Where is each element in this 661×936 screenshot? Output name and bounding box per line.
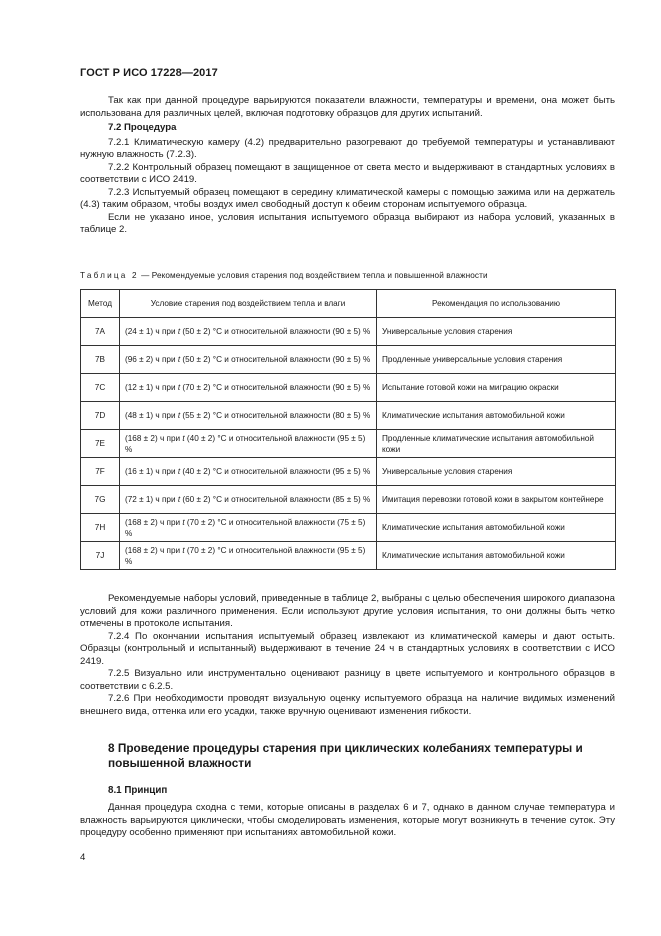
condition-duration: (168 ± 2) ч при xyxy=(125,517,183,527)
section-8-heading: 8 Проведение процедуры старения при циклических колебаниях температуры и повышенной влажности xyxy=(108,741,583,770)
condition-details: (40 ± 2) °C и относительной влажности (95 ± 5) % xyxy=(125,433,366,454)
condition-details: (60 ± 2) °C и относительной влажности (85 ± 5) % xyxy=(180,495,371,504)
condition-duration: (72 ± 1) ч при xyxy=(125,495,178,504)
header-condition: Условие старения под воздействием тепла и влаги xyxy=(120,290,377,318)
usage-recommendation: Климатические испытания автомобильной кожи xyxy=(377,402,616,430)
table-row xyxy=(81,458,616,486)
section-8-1-heading: 8.1 Принцип xyxy=(108,785,168,796)
aging-condition xyxy=(120,542,377,570)
condition-details: (70 ± 2) °C и относительной влажности (75 ± 5) % xyxy=(125,517,366,538)
temperature-variable: t xyxy=(177,411,181,420)
table-row xyxy=(81,374,616,402)
usage-recommendation: Продленные универсальные условия старения xyxy=(377,346,616,374)
paragraph-recommended-sets: Рекомендуемые наборы условий, приведенные в таблице 2, выбраны с целью обеспечения широкого диапазона условий для кожи различного применения. Если используют другие условия испытания, то они должны быть четко отмечены в протоколе испытания. xyxy=(80,593,615,629)
method-code: 7C xyxy=(81,374,120,402)
paragraph-table-reference: Если не указано иное, условия испытания испытуемого образца выбирают из набора условий, указанных в таблице 2. xyxy=(80,211,615,235)
condition-duration: (24 ± 1) ч при xyxy=(125,327,178,336)
table-header-row xyxy=(81,290,616,318)
aging-condition xyxy=(120,318,377,346)
paragraph-7-2-6: 7.2.6 При необходимости проводят визуальную оценку испытуемого образца на наличие видимых изменений внешнего вида, оттенка или его усадки, также вручную оценивают изменения гибкости. xyxy=(80,693,615,717)
aging-conditions-table xyxy=(80,289,616,570)
condition-details: (50 ± 2) °C и относительной влажности (90 ± 5) % xyxy=(180,355,371,364)
document-header: ГОСТ Р ИСО 17228—2017 xyxy=(80,67,218,79)
usage-recommendation: Имитация перевозки готовой кожи в закрытом контейнере xyxy=(377,486,616,514)
usage-recommendation: Универсальные условия старения xyxy=(377,318,616,346)
method-code: 7J xyxy=(81,542,120,570)
method-code: 7D xyxy=(81,402,120,430)
method-code: 7B xyxy=(81,346,120,374)
intro-paragraph: Так как при данной процедуре варьируются показатели влажности, температуры и времени, она может быть использована для различных целей, включая подготовку образцов для других испытаний. xyxy=(80,95,615,119)
temperature-variable: t xyxy=(177,355,181,364)
table-row xyxy=(81,430,616,458)
section-7-2-heading: 7.2 Процедура xyxy=(108,122,177,133)
temperature-variable: t xyxy=(177,495,181,504)
condition-duration: (96 ± 2) ч при xyxy=(125,355,178,364)
usage-recommendation: Продленные климатические испытания автомобильной кожи xyxy=(377,430,616,458)
method-code: 7A xyxy=(81,318,120,346)
temperature-variable: t xyxy=(182,433,185,443)
condition-duration: (168 ± 2) ч при xyxy=(125,545,183,555)
usage-recommendation: Климатические испытания автомобильной кожи xyxy=(377,514,616,542)
method-code: 7G xyxy=(81,486,120,514)
usage-recommendation: Испытание готовой кожи на миграцию окраски xyxy=(377,374,616,402)
usage-recommendation: Климатические испытания автомобильной кожи xyxy=(377,542,616,570)
paragraph-7-2-4: 7.2.4 По окончании испытания испытуемый образец извлекают из климатической камеры и дают остыть. Образцы (контрольный и испытанный) выдерживают в течение 24 ч в стандартных условиях в соответствии с ИСО 2419. xyxy=(80,630,615,667)
temperature-variable: t xyxy=(182,517,185,527)
temperature-variable: t xyxy=(177,467,181,476)
aging-condition xyxy=(120,346,377,374)
temperature-variable: t xyxy=(182,545,185,555)
method-code: 7E xyxy=(81,430,120,458)
condition-duration: (12 ± 1) ч при xyxy=(125,383,178,392)
condition-duration: (168 ± 2) ч при xyxy=(125,433,183,443)
header-method: Метод xyxy=(81,290,120,318)
condition-details: (70 ± 2) °C и относительной влажности (95 ± 5) % xyxy=(125,545,366,566)
table-caption xyxy=(80,271,620,280)
paragraph-7-2-1: 7.2.1 Климатическую камеру (4.2) предварительно разогревают до требуемой температуры и устанавливают нужную влажность (7.2.3). xyxy=(80,136,615,160)
paragraph-7-2-5: 7.2.5 Визуально или инструментально оценивают разницу в цвете испытуемого и контрольного образцов в соответствии с 6.2.5. xyxy=(80,668,615,692)
section-7-text xyxy=(80,95,615,237)
aging-condition xyxy=(120,402,377,430)
aging-condition xyxy=(120,458,377,486)
method-code: 7H xyxy=(81,514,120,542)
condition-duration: (16 ± 1) ч при xyxy=(125,467,178,476)
usage-recommendation: Универсальные условия старения xyxy=(377,458,616,486)
table-caption-number: Таблица 2 xyxy=(80,271,139,280)
temperature-variable: t xyxy=(177,327,181,336)
temperature-variable: t xyxy=(177,383,181,392)
aging-condition xyxy=(120,374,377,402)
table-row xyxy=(81,402,616,430)
condition-duration: (48 ± 1) ч при xyxy=(125,411,178,420)
condition-details: (70 ± 2) °C и относительной влажности (90 ± 5) % xyxy=(180,383,371,392)
paragraph-7-2-3: 7.2.3 Испытуемый образец помещают в середину климатической камеры с помощью зажима или на держатель (4.3) таким образом, чтобы воздух имел свободный доступ к обеим сторонам испытуемого образца. xyxy=(80,186,615,210)
page-number: 4 xyxy=(80,852,86,863)
paragraph-7-2-2: 7.2.2 Контрольный образец помещают в защищенное от света место и выдерживают в стандартных условиях в соответствии с ИСО 2419. xyxy=(80,161,615,185)
after-table-text xyxy=(80,593,615,718)
table-row xyxy=(81,514,616,542)
aging-condition xyxy=(120,514,377,542)
method-code: 7F xyxy=(81,458,120,486)
table-caption-title: — Рекомендуемые условия старения под воздействием тепла и повышенной влажности xyxy=(138,271,488,280)
header-recommendation: Рекомендация по использованию xyxy=(377,290,616,318)
aging-condition xyxy=(120,486,377,514)
aging-condition xyxy=(120,430,377,458)
table-row xyxy=(81,346,616,374)
table-row xyxy=(81,318,616,346)
section-8-1-text xyxy=(80,802,615,840)
table-body xyxy=(81,318,616,570)
table-row xyxy=(81,542,616,570)
condition-details: (40 ± 2) °C и относительной влажности (95 ± 5) % xyxy=(180,467,371,476)
paragraph-8-1: Данная процедура сходна с теми, которые описаны в разделах 6 и 7, однако в данном случае температура и влажность варьируются циклически, чтобы смоделировать изменения, которые могут возникнуть в течение суток. Эту процедуру особенно применяют при испытаниях автомобильной кожи. xyxy=(80,802,615,838)
table-row xyxy=(81,486,616,514)
condition-details: (50 ± 2) °C и относительной влажности (90 ± 5) % xyxy=(180,327,371,336)
condition-details: (55 ± 2) °C и относительной влажности (80 ± 5) % xyxy=(180,411,371,420)
